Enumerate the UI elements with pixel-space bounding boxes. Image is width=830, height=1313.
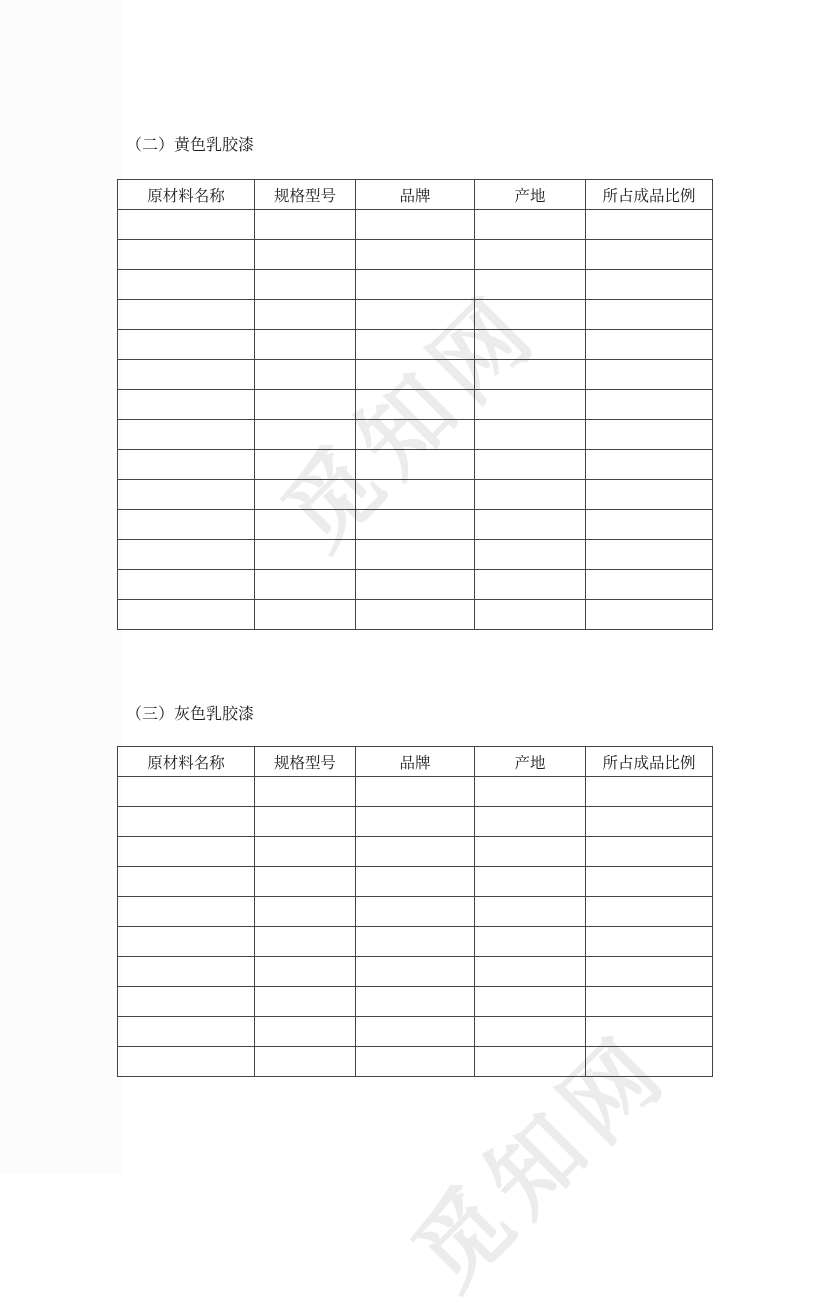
table-cell[interactable]	[356, 480, 475, 510]
table-row	[118, 420, 713, 450]
column-header: 所占成品比例	[586, 747, 713, 777]
table-cell[interactable]	[356, 210, 475, 240]
page-margin-strip	[0, 0, 122, 1174]
table-row	[118, 957, 713, 987]
table-cell[interactable]	[475, 807, 586, 837]
table-cell[interactable]	[356, 837, 475, 867]
table-cell[interactable]	[475, 330, 586, 360]
table-cell[interactable]	[118, 210, 255, 240]
table-cell[interactable]	[118, 777, 255, 807]
table-cell[interactable]	[475, 540, 586, 570]
table-cell[interactable]	[118, 240, 255, 270]
table-cell[interactable]	[255, 1017, 356, 1047]
table-row	[118, 570, 713, 600]
table-cell[interactable]	[118, 1017, 255, 1047]
table-cell[interactable]	[475, 867, 586, 897]
table-row	[118, 807, 713, 837]
table-header-row	[118, 747, 713, 777]
table-cell[interactable]	[118, 330, 255, 360]
table-cell[interactable]	[586, 270, 713, 300]
table-row	[118, 897, 713, 927]
table-cell[interactable]	[356, 360, 475, 390]
table-row	[118, 777, 713, 807]
table-cell[interactable]	[255, 450, 356, 480]
table-cell[interactable]	[586, 600, 713, 630]
table-cell[interactable]	[356, 420, 475, 450]
section-heading: （三）灰色乳胶漆	[126, 704, 255, 723]
material-table	[117, 179, 713, 630]
table-cell[interactable]	[475, 987, 586, 1017]
material-table	[117, 746, 713, 1077]
table-cell[interactable]	[586, 210, 713, 240]
table-cell[interactable]	[255, 300, 356, 330]
table-cell[interactable]	[356, 987, 475, 1017]
table-cell[interactable]	[118, 480, 255, 510]
table-cell[interactable]	[586, 420, 713, 450]
table-cell[interactable]	[118, 987, 255, 1017]
table-cell[interactable]	[475, 777, 586, 807]
column-header: 原材料名称	[118, 747, 255, 777]
table-cell[interactable]	[475, 837, 586, 867]
table-cell[interactable]	[475, 957, 586, 987]
table-cell[interactable]	[586, 1017, 713, 1047]
table-cell[interactable]	[586, 927, 713, 957]
table-cell[interactable]	[356, 777, 475, 807]
table-cell[interactable]	[118, 450, 255, 480]
table-cell[interactable]	[475, 240, 586, 270]
table-cell[interactable]	[475, 420, 586, 450]
table-cell[interactable]	[356, 957, 475, 987]
column-header: 品牌	[356, 747, 475, 777]
table-cell[interactable]	[255, 777, 356, 807]
watermark: 觅知网	[393, 1013, 690, 1310]
table-cell[interactable]	[255, 927, 356, 957]
table-row	[118, 837, 713, 867]
table-cell[interactable]	[586, 540, 713, 570]
table-cell[interactable]	[586, 480, 713, 510]
table-cell[interactable]	[475, 480, 586, 510]
table-cell[interactable]	[118, 897, 255, 927]
table-cell[interactable]	[586, 300, 713, 330]
table-cell[interactable]	[118, 360, 255, 390]
table-cell[interactable]	[356, 600, 475, 630]
table-cell[interactable]	[475, 390, 586, 420]
table-row	[118, 240, 713, 270]
table-row	[118, 210, 713, 240]
table-row	[118, 987, 713, 1017]
table-cell[interactable]	[255, 987, 356, 1017]
table-cell[interactable]	[356, 390, 475, 420]
column-header: 规格型号	[255, 180, 356, 210]
table-cell[interactable]	[586, 957, 713, 987]
table-cell[interactable]	[586, 777, 713, 807]
table-cell[interactable]	[586, 1047, 713, 1077]
table-cell[interactable]	[475, 450, 586, 480]
table-cell[interactable]	[118, 1047, 255, 1077]
table-row	[118, 927, 713, 957]
table-cell[interactable]	[475, 600, 586, 630]
table-cell[interactable]	[118, 957, 255, 987]
table-cell[interactable]	[586, 987, 713, 1017]
table-cell[interactable]	[118, 540, 255, 570]
table-cell[interactable]	[586, 570, 713, 600]
table-cell[interactable]	[356, 1047, 475, 1077]
table-cell[interactable]	[356, 897, 475, 927]
table-cell[interactable]	[586, 330, 713, 360]
table-cell[interactable]	[356, 807, 475, 837]
table-row	[118, 270, 713, 300]
table-cell[interactable]	[475, 1047, 586, 1077]
table-cell[interactable]	[255, 867, 356, 897]
table-cell[interactable]	[255, 240, 356, 270]
table-cell[interactable]	[475, 1017, 586, 1047]
table-cell[interactable]	[356, 570, 475, 600]
table-cell[interactable]	[255, 480, 356, 510]
column-header: 品牌	[356, 180, 475, 210]
table-cell[interactable]	[255, 570, 356, 600]
table-row	[118, 540, 713, 570]
table-cell[interactable]	[356, 1017, 475, 1047]
table-row	[118, 1017, 713, 1047]
table-cell[interactable]	[118, 600, 255, 630]
table-cell[interactable]	[118, 867, 255, 897]
table-cell[interactable]	[255, 390, 356, 420]
table-cell[interactable]	[118, 300, 255, 330]
table-row	[118, 1047, 713, 1077]
column-header: 产地	[475, 180, 586, 210]
table-cell[interactable]	[255, 420, 356, 450]
table-cell[interactable]	[475, 927, 586, 957]
table-cell[interactable]	[475, 210, 586, 240]
table-cell[interactable]	[255, 510, 356, 540]
table-cell[interactable]	[255, 210, 356, 240]
table-cell[interactable]	[356, 300, 475, 330]
table-cell[interactable]	[475, 510, 586, 540]
table-cell[interactable]	[255, 1047, 356, 1077]
table-cell[interactable]	[255, 807, 356, 837]
table-cell[interactable]	[586, 837, 713, 867]
table-cell[interactable]	[586, 510, 713, 540]
table-cell[interactable]	[255, 600, 356, 630]
table-cell[interactable]	[356, 510, 475, 540]
table-cell[interactable]	[586, 450, 713, 480]
column-header: 所占成品比例	[586, 180, 713, 210]
table-cell[interactable]	[586, 390, 713, 420]
table-cell[interactable]	[118, 927, 255, 957]
table-cell[interactable]	[586, 807, 713, 837]
table-row	[118, 867, 713, 897]
table-cell[interactable]	[586, 360, 713, 390]
table-row	[118, 450, 713, 480]
table-cell[interactable]	[118, 807, 255, 837]
table-row	[118, 600, 713, 630]
column-header: 规格型号	[255, 747, 356, 777]
table-cell[interactable]	[255, 957, 356, 987]
table-cell[interactable]	[356, 270, 475, 300]
table-cell[interactable]	[118, 390, 255, 420]
table-cell[interactable]	[356, 450, 475, 480]
table-row	[118, 390, 713, 420]
table-cell[interactable]	[255, 897, 356, 927]
table-cell[interactable]	[475, 570, 586, 600]
table-cell[interactable]	[255, 837, 356, 867]
column-header: 原材料名称	[118, 180, 255, 210]
table-cell[interactable]	[475, 897, 586, 927]
table-cell[interactable]	[255, 360, 356, 390]
table-cell[interactable]	[118, 420, 255, 450]
table-row	[118, 510, 713, 540]
table-cell[interactable]	[118, 837, 255, 867]
table-header-row	[118, 180, 713, 210]
table-cell[interactable]	[118, 270, 255, 300]
table-cell[interactable]	[475, 270, 586, 300]
table-cell[interactable]	[118, 510, 255, 540]
table-row	[118, 330, 713, 360]
table-cell[interactable]	[255, 540, 356, 570]
table-cell[interactable]	[255, 270, 356, 300]
table-cell[interactable]	[586, 240, 713, 270]
table-cell[interactable]	[586, 897, 713, 927]
section-heading: （二）黄色乳胶漆	[126, 135, 255, 154]
table-row	[118, 360, 713, 390]
watermark: 觅知网	[263, 273, 560, 570]
column-header: 产地	[475, 747, 586, 777]
table-cell[interactable]	[356, 927, 475, 957]
table-cell[interactable]	[255, 330, 356, 360]
table-cell[interactable]	[586, 867, 713, 897]
table-row	[118, 300, 713, 330]
table-cell[interactable]	[356, 867, 475, 897]
table-cell[interactable]	[356, 540, 475, 570]
table-cell[interactable]	[118, 570, 255, 600]
table-cell[interactable]	[475, 360, 586, 390]
table-cell[interactable]	[356, 330, 475, 360]
table-cell[interactable]	[475, 300, 586, 330]
table-row	[118, 480, 713, 510]
table-cell[interactable]	[356, 240, 475, 270]
